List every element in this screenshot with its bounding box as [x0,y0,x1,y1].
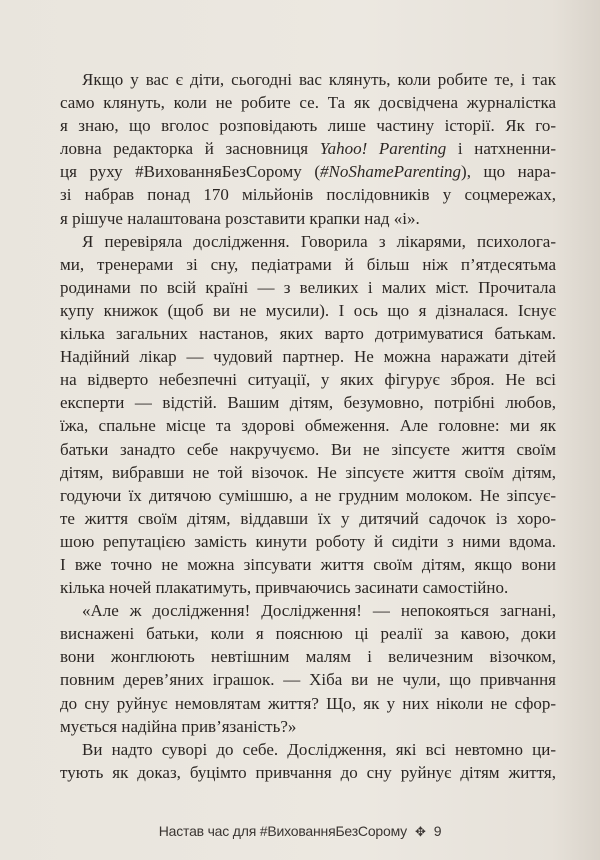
text-line [60,160,556,183]
text-line [60,137,556,160]
italic-text: Yahoo! Parenting [319,139,447,159]
text-line [60,68,556,91]
text-line [60,461,556,484]
text-line [60,507,556,530]
text-segment: повним дерев’яних іграшок. — Хіба ви не чули, що привчання [60,670,556,690]
text-segment: ця руху #ВихованняБезСорому ( [60,162,321,182]
text-line [60,299,556,322]
text-line [60,114,556,137]
text-line [60,530,556,553]
text-segment: їжа, спальне місце та здорові обмеження. Але головне: ми як [60,416,556,436]
ornament-icon: ✥ [414,824,426,839]
text-segment: Якщо у вас є діти, сьогодні вас клянуть, коли робите те, і так [82,70,556,89]
text-line [60,761,556,784]
text-line [60,438,556,461]
text-line [60,668,556,691]
text-line [60,576,556,599]
page-number: 9 [433,823,442,839]
text-segment: мується надійна прив’язаність?» [60,716,297,736]
text-line [60,276,556,299]
text-line [60,645,556,668]
text-segment: зі набрав понад 170 мільйонів послідовників у соцмережах, [60,185,556,205]
text-line [60,368,556,391]
text-line [60,414,556,437]
text-segment: кілька загальних настанов, яких варто дотримуватися батькам. [60,324,556,344]
text-line [60,692,556,715]
text-segment: я знаю, що вголос розповідають лише частину історії. Як го- [60,116,556,136]
book-page-body [60,68,556,784]
text-segment: експерти — відстій. Вашим дітям, безумовно, потрібні любов, [60,393,556,413]
text-line [60,553,556,576]
text-segment: кілька ночей плакатимуть, привчаючись засинати самостійно. [60,578,509,598]
text-segment: шою репутацією замість кинути роботу й сидіти з ними вдома. [60,531,556,551]
text-line [60,484,556,507]
text-line [60,599,556,622]
text-segment: годуючи їх дитячою сумішшю, а не грудним молоком. Не зіпсує- [60,485,556,505]
text-segment: до сну руйнує немовлятам життя? Що, як у них ніколи не сфор- [60,693,556,713]
text-segment: само клянуть, коли не робите се. Та як досвідчена журналістка [60,93,556,113]
text-segment: І вже точно не можна зіпсувати життя своїм дітям, якщо вони [60,554,556,574]
page-footer [0,823,600,840]
text-segment: Я перевіряла дослідження. Говорила з лікарями, психолога- [82,231,556,251]
running-title: Настав час для #ВихованняБезСорому [158,823,407,839]
text-segment: купу книжок (щоб ви не мусили). І ось що я дізналася. Існує [60,300,556,320]
text-segment: ), що нара- [461,162,556,182]
text-line [60,230,556,253]
text-segment: ловна редакторка й засновниця [60,139,320,159]
text-segment: «Але ж дослідження! Дослідження! — непокояться загнані, [82,601,556,621]
text-segment: Надійний лікар — чудовий партнер. Не можна наражати дітей [60,347,556,367]
text-line [60,715,556,738]
text-segment: я рішуче налаштована розставити крапки над «і». [60,208,420,228]
text-segment: вони жонглюють невтішним малям і величезним візочком, [60,647,556,667]
text-segment: і натхненни- [446,139,556,159]
text-line [60,738,556,761]
text-line [60,345,556,368]
text-line [60,391,556,414]
text-segment: те життя своїм дітям, віддавши їх у дитячий садочок із хоро- [60,508,556,528]
text-line [60,183,556,206]
text-segment: виснажені батьки, коли я пояснюю ці реалії за кавою, доки [60,624,556,644]
text-segment: на відверто небезпечні ситуації, у яких фігурує зброя. Не всі [60,370,556,390]
text-line [60,253,556,276]
text-segment: родинами по всій країні — з великих і малих міст. Прочитала [60,277,556,297]
text-line [60,207,556,230]
text-line [60,322,556,345]
text-line [60,622,556,645]
italic-text: #NoShameParenting [320,162,462,182]
text-line [60,91,556,114]
text-segment: тують як доказ, буцімто привчання до сну руйнує дітям життя, [60,762,556,782]
text-segment: дітям, вибравши не той візочок. Не зіпсуєте життя своїм дітям, [60,462,556,482]
text-segment: ми, тренерами зі сну, педіатрами й більш ніж п’ятдесятьма [60,254,556,274]
text-segment: батьки занадто себе накручуємо. Ви не зіпсуєте життя своїм [60,439,556,459]
text-segment: Ви надто суворі до себе. Дослідження, які всі невтомно ци- [82,739,556,759]
